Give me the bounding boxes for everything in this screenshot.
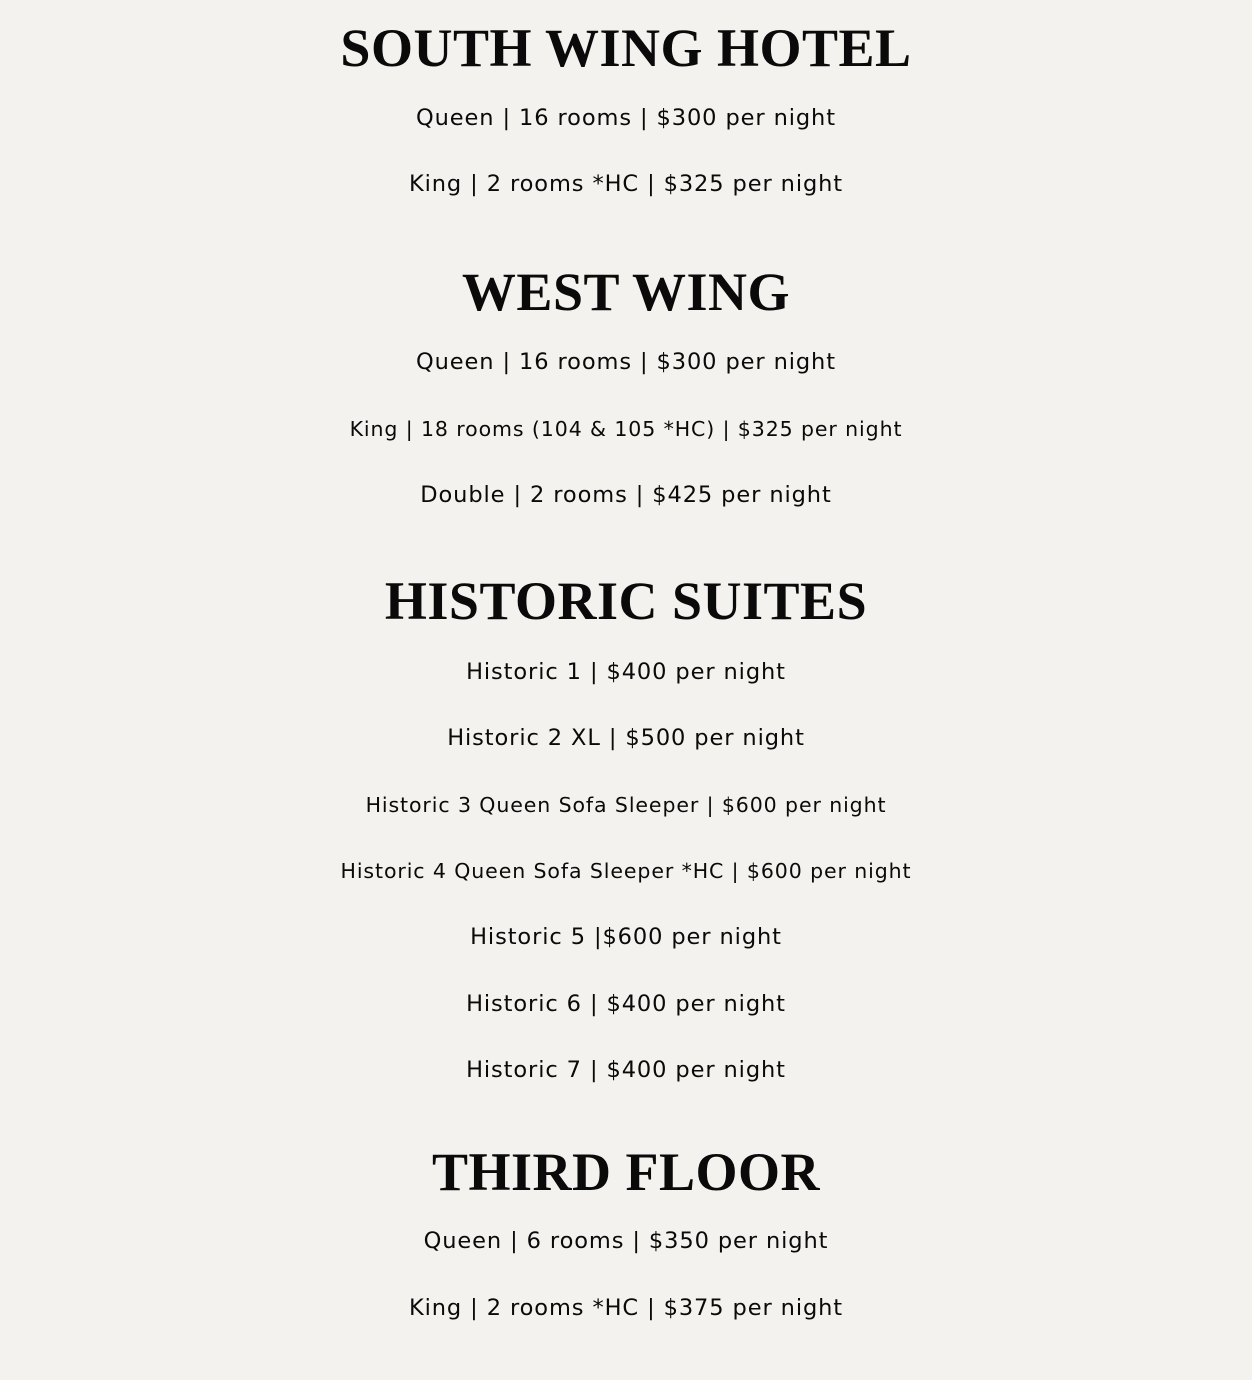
rate-line: Historic 6 | $400 per night xyxy=(466,991,786,1017)
rate-line: Queen | 16 rooms | $300 per night xyxy=(416,105,836,131)
rate-line: Historic 2 XL | $500 per night xyxy=(447,725,805,751)
rate-line: Historic 3 Queen Sofa Sleeper | $600 per night xyxy=(365,793,887,817)
rate-line: Queen | 6 rooms | $350 per night xyxy=(423,1228,829,1254)
rate-line: King | 18 rooms (104 & 105 *HC) | $325 per night xyxy=(349,417,903,441)
rate-line: Historic 4 Queen Sofa Sleeper *HC | $600 per night xyxy=(340,859,912,883)
rate-line: King | 2 rooms *HC | $325 per night xyxy=(408,171,844,197)
rate-line: Historic 7 | $400 per night xyxy=(466,1057,786,1083)
rate-line: Historic 5 |$600 per night xyxy=(470,924,782,950)
rate-line: King | 2 rooms *HC | $375 per night xyxy=(408,1295,844,1321)
rate-line: Double | 2 rooms | $425 per night xyxy=(420,482,832,508)
rate-line: Queen | 16 rooms | $300 per night xyxy=(416,349,836,375)
section-title-third-floor: THIRD FLOOR xyxy=(431,1142,821,1202)
section-title-south-wing: SOUTH WING HOTEL xyxy=(340,18,912,78)
section-title-historic-suites: HISTORIC SUITES xyxy=(384,571,868,631)
rate-line: Historic 1 | $400 per night xyxy=(466,659,786,685)
section-title-west-wing: WEST WING xyxy=(461,262,791,322)
